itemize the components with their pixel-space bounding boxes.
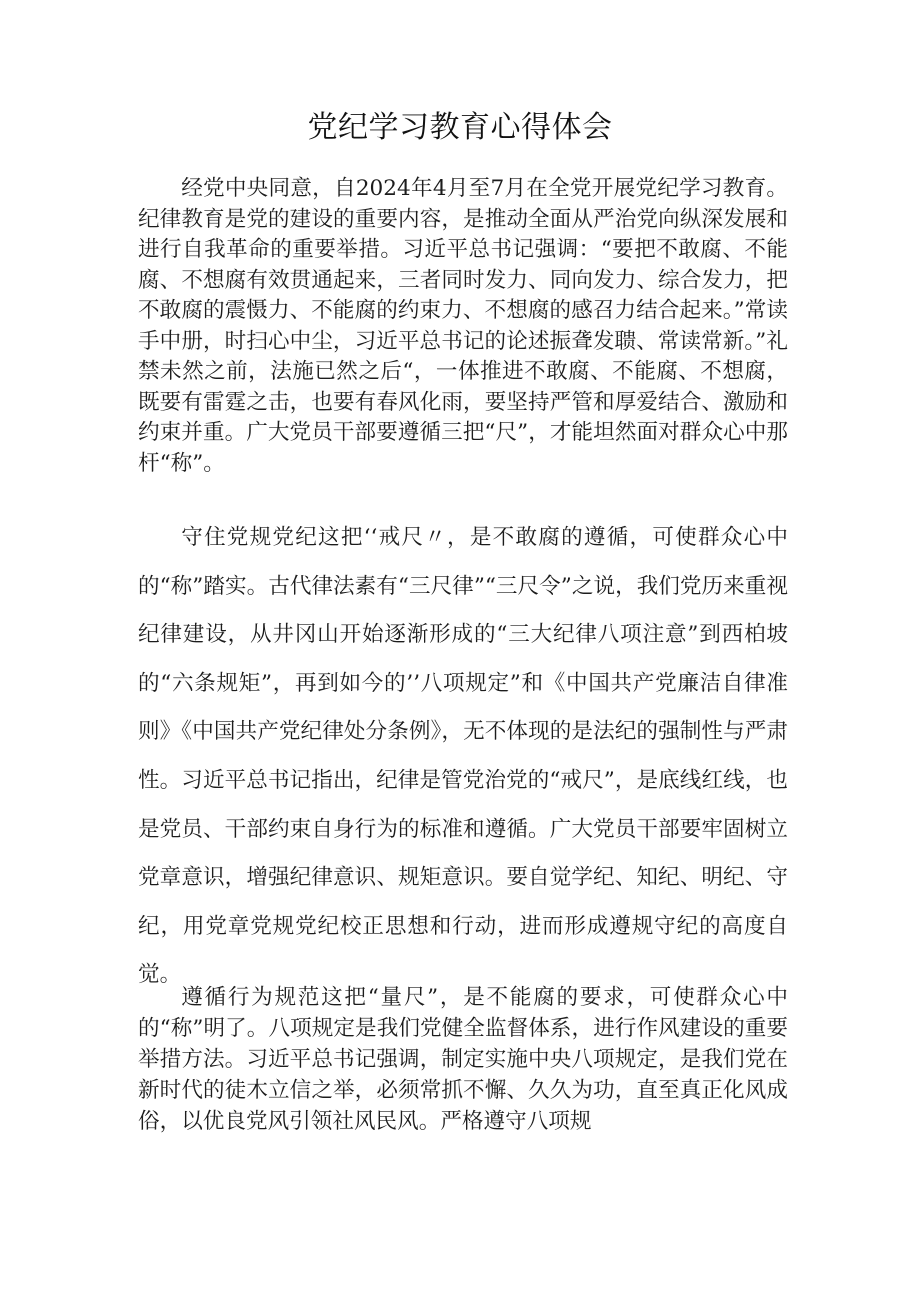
paragraph-1: 经党中央同意，自2024年4月至7月在全党开展党纪学习教育。纪律教育是党的建设的重要内容，是推动全面从严治党向纵深发展和进行自我革命的重要举措。习近平总书记强调：“要把不敢腐、不能腐、不想腐有效贯通起来，三者同时发力、同向发力、综合发力，把不敢腐的震慑力、不能腐的约束力、不想腐的感召力结合起来。”常读手中册，时扫心中尘，习近平总书记的论述振聋发聩、常读常新。”礼禁未然之前，法施已然之后“，一体推进不敢腐、不能腐、不想腐，既要有雷霆之击，也要有春风化雨，要坚持严管和厚爱结合、激励和约束并重。广大党员干部要遵循三把“尺”，才能坦然面对群众心中那杆“称”。 <box>138 176 788 476</box>
paragraph-3: 遵循行为规范这把“量尺”，是不能腐的要求，可使群众心中的“称”明了。八项规定是我们党健全监督体系，进行作风建设的重要举措方法。习近平总书记强调，制定实施中央八项规定，是我们党在新时代的徒木立信之举，必须常抓不懈、久久为功，直至真正化风成俗，以优良党风引领社风民风。严格遵守八项规 <box>138 985 788 1134</box>
paragraph-2: 守住党规党纪这把‘‘戒尺〃，是不敢腐的遵循，可使群众心中的“称”踏实。古代律法素有“三尺律”“三尺令”之说，我们党历来重视纪律建设，从井冈山开始逐渐形成的“三大纪律八项注意”到西柏坡的“六条规矩”，再到如今的’’八项规定”和《中国共产党廉洁自律准则》《中国共产党纪律处分条例》，无不体现的是法纪的强制性与严肃性。习近平总书记指出，纪律是管党治党的“戒尺”，是底线红线，也是党员、干部约束自身行为的标准和遵循。广大党员干部要牢固树立党章意识，增强纪律意识、规矩意识。要自觉学纪、知纪、明纪、守纪，用党章党规党纪校正思想和行动，进而形成遵规守纪的高度自觉。 <box>138 525 788 988</box>
page-title: 党纪学习教育心得体会 <box>307 110 613 145</box>
